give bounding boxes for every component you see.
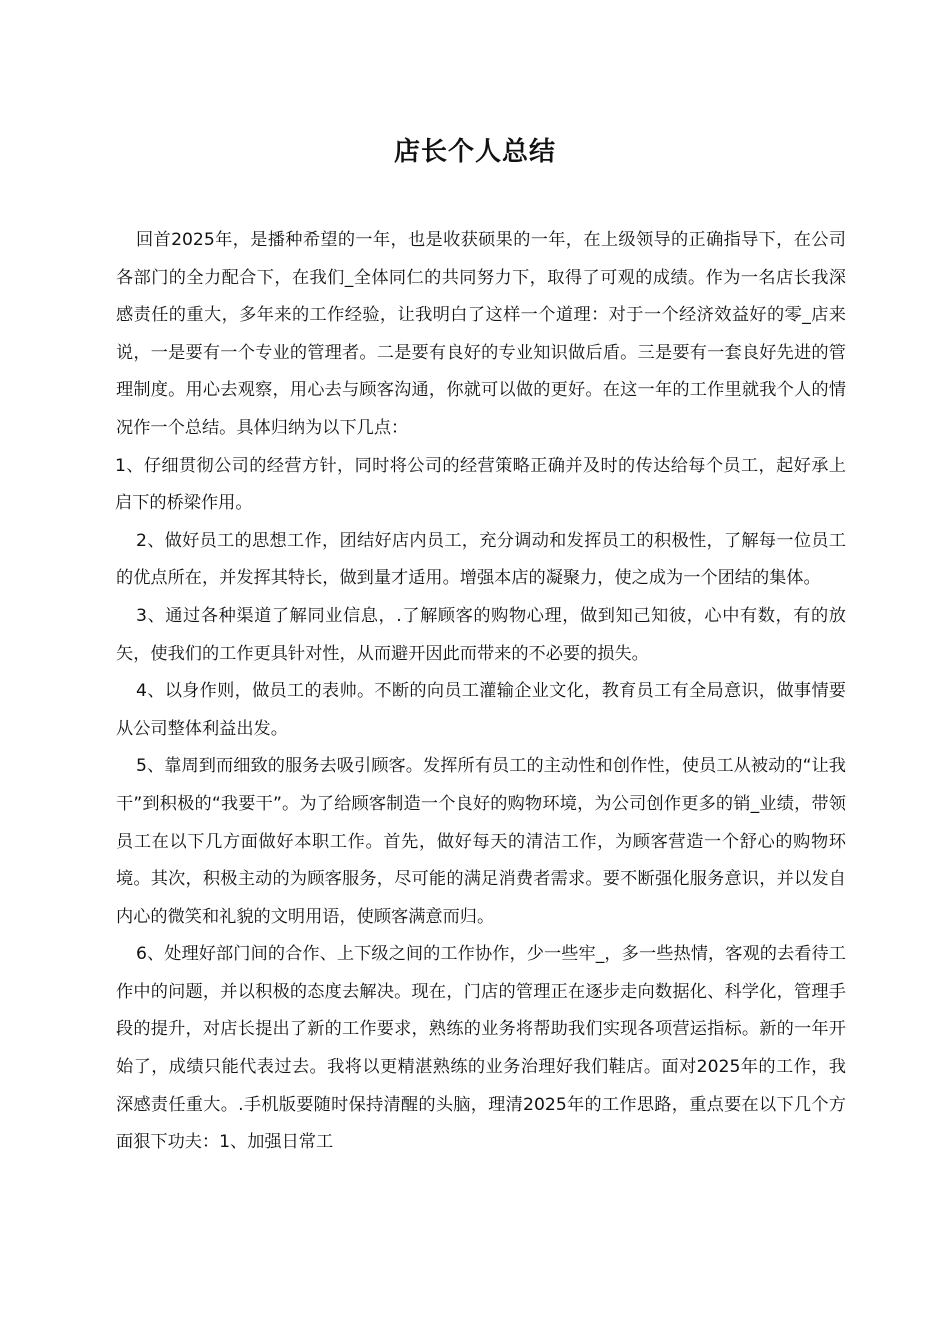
point-2-paragraph: 2、做好员工的思想工作，团结好店内员工，充分调动和发挥员工的积极性，了解每一位员工的优点所在，并发挥其特长，做到量才适用。增强本店的凝聚力，使之成为一个团结的集体。 xyxy=(116,530,846,589)
point-5-paragraph: 5、靠周到而细致的服务去吸引顾客。发挥所有员工的主动性和创作性，使员工从被动的“让我干”到积极的“我要干”。为了给顾客制造一个良好的购物环境，为公司创作更多的销_业绩，带领员工在以下几方面做好本职工作。首先，做好每天的清洁工作，为顾客营造一个舒心的购物环境。其次，积极主动的为顾客服务，尽可能的满足消费者需求。要不断强化服务意识，并以发自内心的微笑和礼貌的文明用语，使顾客满意而归。 xyxy=(116,756,846,927)
point-3-paragraph: 3、通过各种渠道了解同业信息，.了解顾客的购物心理，做到知己知彼，心中有数，有的放矢，使我们的工作更具针对性，从而避开因此而带来的不必要的损失。 xyxy=(116,605,846,664)
point-4-paragraph: 4、以身作则，做员工的表帅。不断的向员工灌输企业文化，教育员工有全局意识，做事情要从公司整体利益出发。 xyxy=(116,681,846,739)
point-1-paragraph: 1、仔细贯彻公司的经营方针，同时将公司的经营策略正确并及时的传达给每个员工，起好承上启下的桥梁作用。 xyxy=(115,455,846,514)
document-title: 店长个人总结 xyxy=(393,137,556,167)
point-6-paragraph: 6、处理好部门间的合作、上下级之间的工作协作，少一些牢_，多一些热情，客观的去看待工作中的问题，并以积极的态度去解决。现在，门店的管理正在逐步走向数据化、科学化，管理手段的提升，对店长提出了新的工作要求，熟练的业务将帮助我们实现各项营运指标。新的一年开始了，成绩只能代表过去。我将以更精湛熟练的业务治理好我们鞋店。面对2025年的工作，我深感责任重大。.手机版要随时保持清醒的头脑，理清2025年的工作思路，重点要在以下几个方面狠下功夫：1、加强日常工 xyxy=(116,944,846,1153)
intro-paragraph: 回首2025年，是播种希望的一年，也是收获硕果的一年，在上级领导的正确指导下，在公司各部门的全力配合下，在我们_全体同仁的共同努力下，取得了可观的成绩。作为一名店长我深感责任的重大，多年来的工作经验，让我明白了这样一个道理：对于一个经济效益好的零_店来说，一是要有一个专业的管理者。二是要有良好的专业知识做后盾。三是要有一套良好先进的管理制度。用心去观察，用心去与顾客沟通，你就可以做的更好。在这一年的工作里就我个人的情况作一个总结。具体归纳为以下几点： xyxy=(116,230,846,438)
document-body xyxy=(116,222,846,1162)
